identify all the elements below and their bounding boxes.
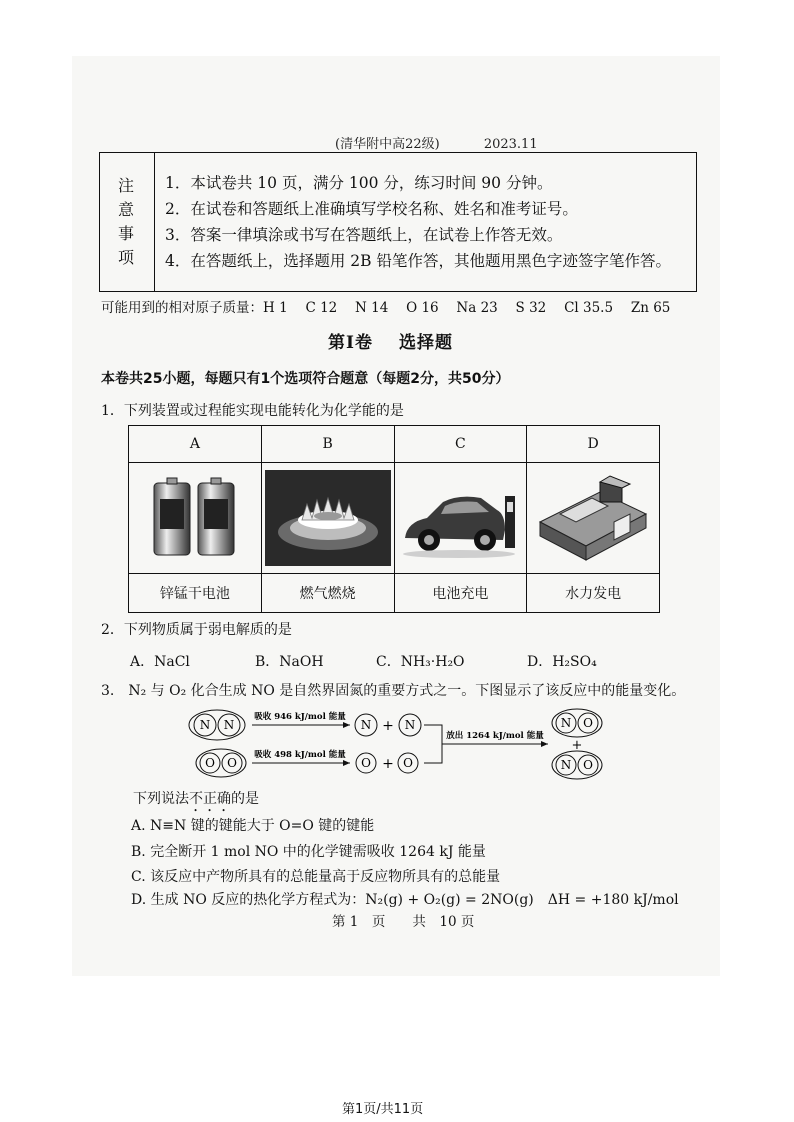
section-title xyxy=(328,328,453,353)
page-number: 第1页/共11页 xyxy=(342,1102,424,1117)
q1-option-caption: 电池充电 xyxy=(394,574,527,613)
q1-image-cell xyxy=(394,463,527,574)
q3-option: A. N≡N 键的键能大于 O=O 键的键能 xyxy=(131,818,375,834)
notice-label-char: 注 xyxy=(117,176,136,195)
q2-option: A．NaCl xyxy=(130,654,190,670)
notice-label xyxy=(100,153,155,292)
hydropower-dam-icon xyxy=(530,470,656,566)
o-atom-label: O xyxy=(583,716,593,730)
o-atom-label: O xyxy=(227,756,237,770)
n-atom-label: N xyxy=(560,716,572,730)
instructions: 本卷共25小题，每题只有1个选项符合题意（每题2分，共50分） xyxy=(101,371,510,387)
header-date: 2023.11 xyxy=(483,137,538,152)
section-name: 选择题 xyxy=(398,333,453,353)
q2-option: B．NaOH xyxy=(255,654,324,670)
q1-option-caption: 燃气燃烧 xyxy=(261,574,394,613)
n-atom-label: N xyxy=(223,718,235,732)
n-atom-label: N xyxy=(360,718,372,732)
notice-label-char: 事 xyxy=(117,224,136,243)
q3-option: B. 完全断开 1 mol NO 中的化学键需吸收 1264 kJ 能量 xyxy=(131,844,486,860)
arrow-head xyxy=(343,722,350,728)
q3-prompt-prefix: 下列说法 xyxy=(133,791,189,807)
n-atom-label: N xyxy=(560,758,572,772)
battery-icon xyxy=(140,473,250,563)
notice-box xyxy=(99,152,697,292)
plus-sign: + xyxy=(382,756,394,772)
no-molecule xyxy=(552,751,602,779)
o-atom-label: O xyxy=(403,756,413,770)
plus-sign: + xyxy=(571,738,583,753)
release-label: 放出 1264 kJ/mol 能量 xyxy=(446,731,544,741)
notice-label-char: 意 xyxy=(117,200,136,219)
notice-item: 2．在试卷和答题纸上准确填写学校名称、姓名和准考证号。 xyxy=(165,200,578,218)
notice-items xyxy=(155,153,697,292)
q2-option: D．H₂SO₄ xyxy=(527,654,597,670)
absorb-o2-label: 吸收 498 kJ/mol 能量 xyxy=(254,750,346,760)
q3-option: C. 该反应中产物所具有的总能量高于反应物所具有的总能量 xyxy=(131,869,501,885)
exam-header xyxy=(335,133,538,152)
q2-stem: 2．下列物质属于弱电解质的是 xyxy=(101,622,292,638)
o2-molecule xyxy=(196,749,246,777)
header-left-text: (清华附中高22级) xyxy=(335,137,440,152)
atomic-masses: 可能用到的相对原子质量：H 1 C 12 N 14 O 16 Na 23 S 32 Cl 35.5 Zn 65 xyxy=(101,300,671,316)
n2-molecule xyxy=(189,710,245,740)
q1-image-cell xyxy=(261,463,394,574)
o-atom-label: O xyxy=(583,758,593,772)
notice-label-char: 项 xyxy=(117,248,136,267)
q1-image-cell xyxy=(129,463,262,574)
q3-prompt-emphasis: 不正确 xyxy=(189,791,231,807)
o-atom-label: O xyxy=(205,756,215,770)
arrow-head xyxy=(541,741,548,747)
electric-car-charging-icon xyxy=(397,470,523,566)
gas-flame-icon xyxy=(265,470,391,566)
q2-option: C．NH₃·H₂O xyxy=(376,654,465,670)
notice-item: 3．答案一律填涂或书写在答题纸上，在试卷上作答无效。 xyxy=(165,226,563,244)
merge-bracket xyxy=(424,725,442,763)
plus-sign: + xyxy=(382,718,394,734)
q1-stem: 1．下列装置或过程能实现电能转化为化学能的是 xyxy=(101,403,404,419)
scan-page-number: 第 1 页 共 10 页 xyxy=(332,914,475,930)
q1-option-letter: A xyxy=(129,426,262,463)
q3-prompt xyxy=(133,788,259,815)
q1-option-caption: 水力发电 xyxy=(527,574,660,613)
absorb-n2-label: 吸收 946 kJ/mol 能量 xyxy=(254,712,346,722)
q1-options-table xyxy=(128,425,660,613)
notice-item: 4．在答题纸上，选择题用 2B 铅笔作答，其他题用黑色字迹签字笔作答。 xyxy=(165,252,671,270)
no-molecule xyxy=(552,709,602,737)
o-atom-label: O xyxy=(361,756,371,770)
q1-option-caption: 锌锰干电池 xyxy=(129,574,262,613)
q3-stem: 3. N₂ 与 O₂ 化合生成 NO 是自然界固氮的重要方式之一。下图显示了该反应中的能量变化。 xyxy=(101,683,686,699)
arrow-head xyxy=(343,760,350,766)
energy-diagram xyxy=(180,703,620,793)
section-part: 第Ⅰ卷 xyxy=(328,333,373,353)
q1-image-cell xyxy=(527,463,660,574)
q1-option-letter: D xyxy=(527,426,660,463)
notice-item: 1．本试卷共 10 页，满分 100 分，练习时间 90 分钟。 xyxy=(165,174,553,192)
n-atom-label: N xyxy=(199,718,211,732)
q1-option-letter: C xyxy=(394,426,527,463)
n-atom-label: N xyxy=(404,718,416,732)
q3-prompt-suffix: 的是 xyxy=(231,791,259,807)
q3-option: D. 生成 NO 反应的热化学方程式为：N₂(g) + O₂(g) = 2NO(g) ΔH = +180 kJ/mol xyxy=(131,892,679,908)
q1-option-letter: B xyxy=(261,426,394,463)
